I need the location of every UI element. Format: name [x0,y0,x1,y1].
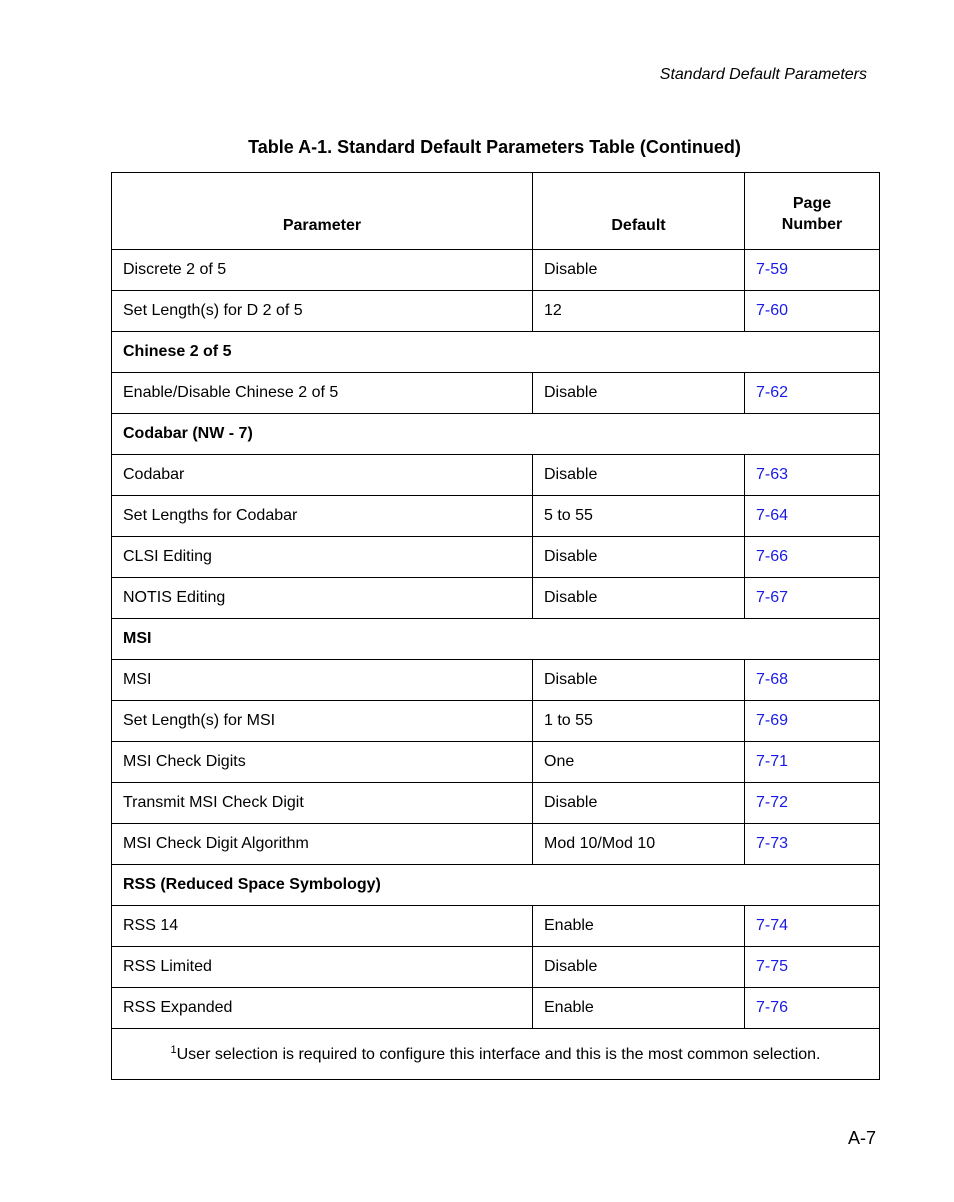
default-cell: Disable [533,660,745,701]
table-row [112,783,880,824]
page-link[interactable]: 7-62 [745,373,880,414]
table-row [112,742,880,783]
parameter-cell: RSS 14 [112,906,533,947]
page-link[interactable]: 7-74 [745,906,880,947]
section-title: Codabar (NW - 7) [112,414,880,455]
parameter-cell: MSI [112,660,533,701]
parameters-table [111,172,880,1080]
section-row [112,619,880,660]
page-link[interactable]: 7-68 [745,660,880,701]
default-cell: 5 to 55 [533,496,745,537]
table-row [112,291,880,332]
table-caption: Table A-1. Standard Default Parameters Table (Continued) [248,137,741,157]
default-cell: Mod 10/Mod 10 [533,824,745,865]
section-title: RSS (Reduced Space Symbology) [112,865,880,906]
page-link[interactable]: 7-76 [745,988,880,1029]
footnote-text: User selection is required to configure this interface and this is the most common selection. [176,1046,821,1063]
parameter-cell: Discrete 2 of 5 [112,250,533,291]
default-cell: Disable [533,537,745,578]
default-cell: 12 [533,291,745,332]
page-link[interactable]: 7-66 [745,537,880,578]
parameter-cell: NOTIS Editing [112,578,533,619]
parameter-cell: Set Length(s) for D 2 of 5 [112,291,533,332]
default-cell: Disable [533,578,745,619]
table-row [112,578,880,619]
page-link[interactable]: 7-67 [745,578,880,619]
running-header: Standard Default Parameters [659,66,867,83]
page-header-line2: Number [781,216,843,233]
table-row [112,988,880,1029]
page-link[interactable]: 7-71 [745,742,880,783]
page-link[interactable]: 7-72 [745,783,880,824]
table-body [112,250,880,1029]
table-row [112,537,880,578]
page-number: A-7 [847,1128,876,1148]
column-header-parameter: Parameter [112,173,533,250]
table-header-row [112,173,880,250]
table-row [112,701,880,742]
page-link[interactable]: 7-75 [745,947,880,988]
default-cell: Disable [533,250,745,291]
footnote-row [112,1029,880,1080]
table-row [112,496,880,537]
column-header-default: Default [533,173,745,250]
parameter-cell: Transmit MSI Check Digit [112,783,533,824]
table-row [112,373,880,414]
page-link[interactable]: 7-60 [745,291,880,332]
table-row [112,906,880,947]
default-cell: 1 to 55 [533,701,745,742]
section-title: MSI [112,619,880,660]
section-row [112,332,880,373]
table-row [112,455,880,496]
parameter-cell: MSI Check Digit Algorithm [112,824,533,865]
footnote [112,1029,880,1080]
default-cell: Enable [533,906,745,947]
table-row [112,250,880,291]
parameter-cell: RSS Expanded [112,988,533,1029]
default-cell: Disable [533,373,745,414]
page-header-line1: Page [792,195,832,212]
table-row [112,660,880,701]
parameter-cell: MSI Check Digits [112,742,533,783]
parameter-cell: Set Length(s) for MSI [112,701,533,742]
section-title: Chinese 2 of 5 [112,332,880,373]
page-link[interactable]: 7-64 [745,496,880,537]
parameter-cell: Enable/Disable Chinese 2 of 5 [112,373,533,414]
default-cell: Disable [533,947,745,988]
table-row [112,947,880,988]
table-row [112,824,880,865]
parameter-cell: CLSI Editing [112,537,533,578]
page-link[interactable]: 7-59 [745,250,880,291]
page-link[interactable]: 7-63 [745,455,880,496]
page-link[interactable]: 7-73 [745,824,880,865]
default-cell: One [533,742,745,783]
parameter-cell: Codabar [112,455,533,496]
section-row [112,865,880,906]
column-header-page-number [745,173,880,250]
parameter-cell: Set Lengths for Codabar [112,496,533,537]
parameter-cell: RSS Limited [112,947,533,988]
default-cell: Disable [533,783,745,824]
page-link[interactable]: 7-69 [745,701,880,742]
section-row [112,414,880,455]
footnote-marker: 1 [170,1044,177,1056]
default-cell: Disable [533,455,745,496]
default-cell: Enable [533,988,745,1029]
